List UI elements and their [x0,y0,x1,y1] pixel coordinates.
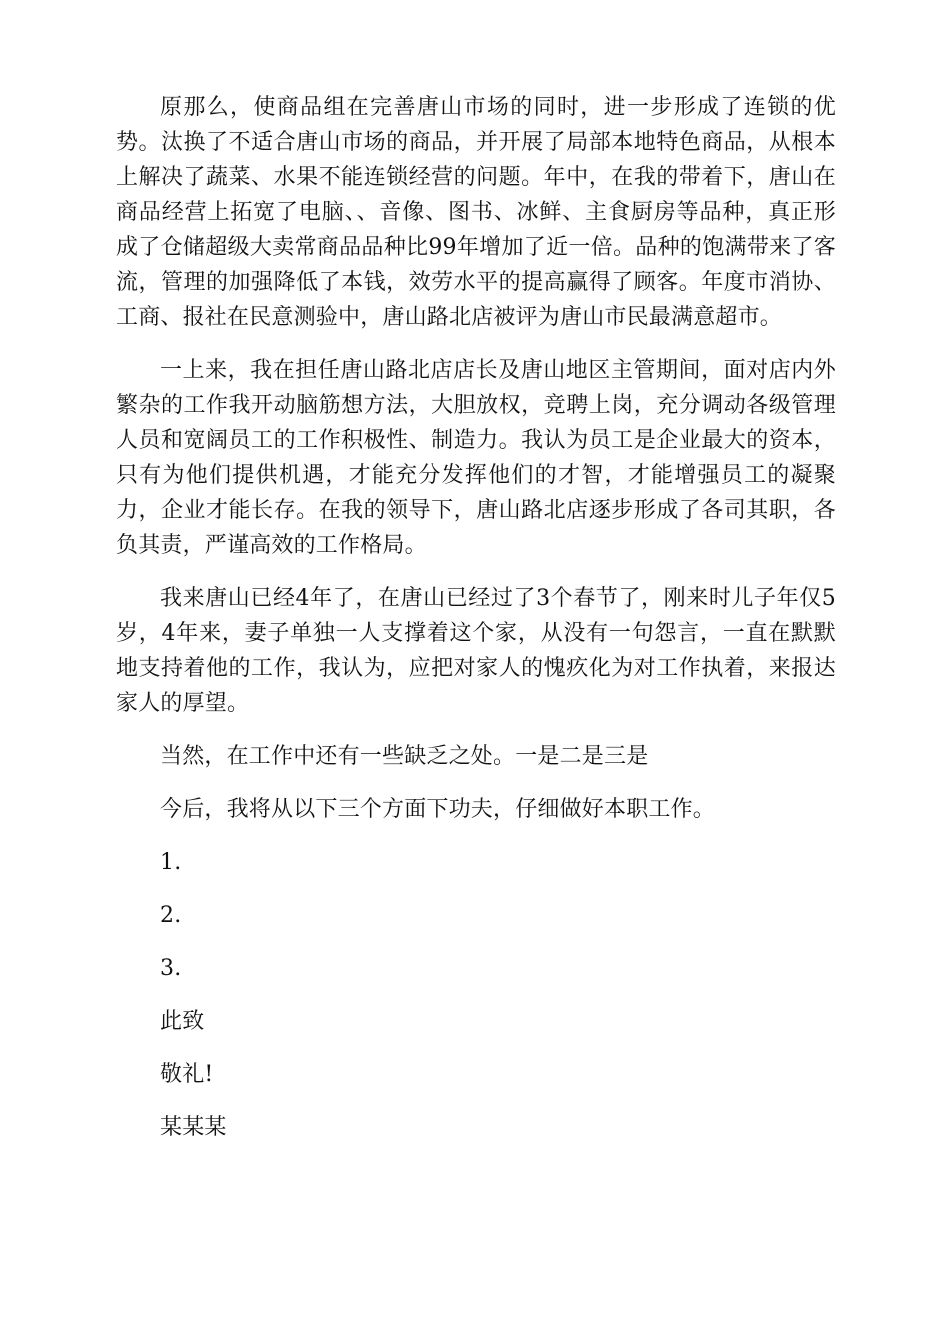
document-body [116,90,836,1145]
list-item: 1. [160,850,182,875]
closing-salutation: 此致 [160,1009,205,1034]
paragraph-2: 一上来，我在担任唐山路北店店长及唐山地区主管期间，面对店内外繁杂的工作我开动脑筋想方法，大胆放权，竞聘上岗，充分调动各级管理人员和宽阔员工的工作积极性、制造力。我认为员工是企业最大的资本，只有为他们提供机遇，才能充分发挥他们的才智，才能增强员工的凝聚力，企业才能长存。在我的领导下，唐山路北店逐步形成了各司其职，各负其责，严谨高效的工作格局。 [116,358,836,558]
plan-line: 今后，我将从以下三个方面下功夫，仔细做好本职工作。 [160,797,716,822]
paragraph-1: 原那么，使商品组在完善唐山市场的同时，进一步形成了连锁的优势。汰换了不适合唐山市场的商品，并开展了局部本地特色商品，从根本上解决了蔬菜、水果不能连锁经营的问题。年中，在我的带着下，唐山在商品经营上拓宽了电脑、、音像、图书、冰鲜、主食厨房等品种，真正形成了仓储超级大卖常商品品种比99年增加了近一倍。品种的饱满带来了客流，管理的加强降低了本钱，效劳水平的提高赢得了顾客。年度市消协、工商、报社在民意测验中，唐山路北店被评为唐山市民最满意超市。 [116,95,836,330]
closing-regards: 敬礼! [160,1062,214,1087]
list-item: 3. [160,956,182,981]
paragraph-3: 我来唐山已经4年了，在唐山已经过了3个春节了，刚来时儿子年仅5岁，4年来，妻子单独一人支撑着这个家，从没有一句怨言，一直在默默地支持着他的工作，我认为，应把对家人的愧疚化为对工作执着，来报达家人的厚望。 [116,586,836,716]
list-item: 2. [160,903,182,928]
shortfall-line: 当然，在工作中还有一些缺乏之处。一是二是三是 [160,744,649,769]
signature: 某某某 [160,1115,227,1140]
